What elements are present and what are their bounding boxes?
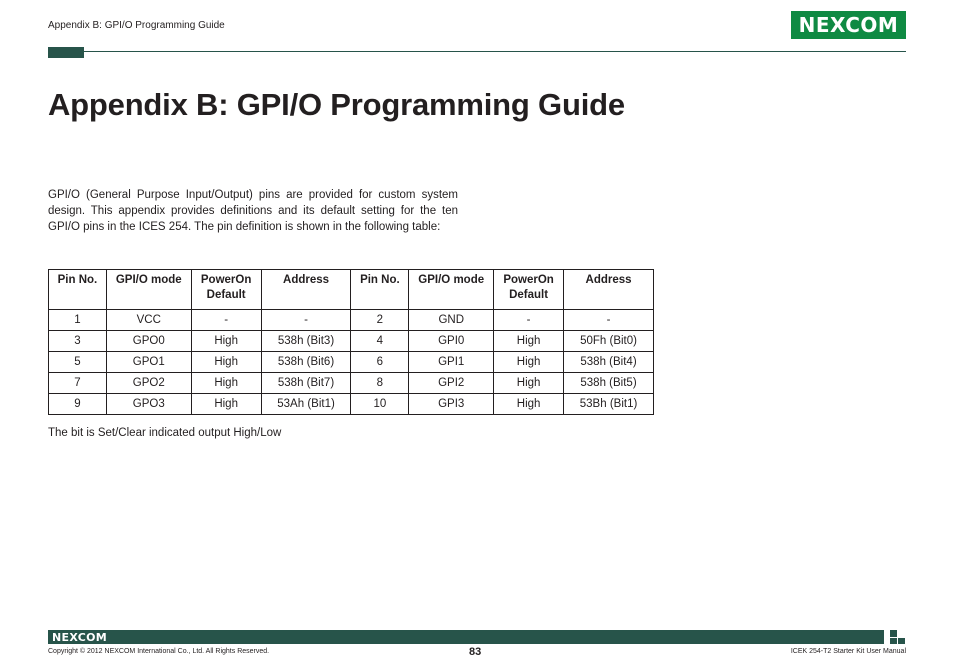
- table-cell: 8: [351, 373, 409, 394]
- table-cell: GPI0: [409, 331, 494, 352]
- table-cell: GPO3: [106, 394, 191, 415]
- table-cell: 4: [351, 331, 409, 352]
- table-row: [49, 331, 654, 352]
- table-header-line: PowerOn: [200, 274, 252, 286]
- table-header-row: [49, 270, 654, 310]
- table-cell: 53Ah (Bit1): [261, 394, 351, 415]
- table-cell: GND: [409, 310, 494, 331]
- table-column-header: [351, 270, 409, 310]
- table-column-header: [49, 270, 107, 310]
- header-divider: [84, 51, 906, 52]
- nexcom-logo-text: NEXCOM: [798, 13, 899, 37]
- table-cell: High: [494, 394, 564, 415]
- header-accent-bar: [48, 47, 84, 58]
- table-cell: 6: [351, 352, 409, 373]
- table-cell: 538h (Bit7): [261, 373, 351, 394]
- table-cell: -: [494, 310, 564, 331]
- table-cell: 1: [49, 310, 107, 331]
- table-row: [49, 394, 654, 415]
- table-header-line: Pin No.: [57, 274, 98, 286]
- table-header-line: GPI/O mode: [115, 274, 182, 286]
- table-cell: GPO1: [106, 352, 191, 373]
- table-header-line: GPI/O mode: [418, 274, 485, 286]
- table-cell: High: [494, 352, 564, 373]
- table-cell: GPI2: [409, 373, 494, 394]
- table-cell: 2: [351, 310, 409, 331]
- table-cell: GPO0: [106, 331, 191, 352]
- footer-page-number: 83: [469, 646, 482, 658]
- footer-copyright: Copyright © 2012 NEXCOM International Co., Ltd. All Rights Reserved.: [48, 648, 270, 655]
- table-cell: 5: [49, 352, 107, 373]
- table-cell: High: [494, 373, 564, 394]
- table-cell: 50Fh (Bit0): [564, 331, 654, 352]
- footer-square-decoration: [890, 630, 897, 637]
- table-cell: 10: [351, 394, 409, 415]
- table-row: [49, 352, 654, 373]
- table-column-header: [106, 270, 191, 310]
- table-column-header: [191, 270, 261, 310]
- table-cell: VCC: [106, 310, 191, 331]
- footer-square-decoration: [890, 638, 897, 644]
- table-cell: 7: [49, 373, 107, 394]
- table-cell: 538h (Bit5): [564, 373, 654, 394]
- footer-bar: [48, 630, 884, 644]
- table-cell: -: [191, 310, 261, 331]
- nexcom-logo: [791, 11, 906, 39]
- table-note: The bit is Set/Clear indicated output High/Low: [48, 427, 282, 439]
- table-cell: High: [191, 331, 261, 352]
- table-header-line: Pin No.: [360, 274, 400, 286]
- table-cell: 3: [49, 331, 107, 352]
- table-cell: 538h (Bit3): [261, 331, 351, 352]
- table-cell: High: [191, 373, 261, 394]
- footer-manual-title: ICEK 254-T2 Starter Kit User Manual: [790, 648, 906, 655]
- table-header-line: PowerOn: [503, 274, 554, 286]
- footer-logo-text: NEXCOM: [52, 630, 107, 644]
- table-header-line: Default: [509, 289, 549, 301]
- table-cell: GPO2: [106, 373, 191, 394]
- table-cell: 538h (Bit4): [564, 352, 654, 373]
- table-column-header: [494, 270, 564, 310]
- table-cell: GPI1: [409, 352, 494, 373]
- table-row: [49, 373, 654, 394]
- table-row: [49, 310, 654, 331]
- table-cell: -: [564, 310, 654, 331]
- page-title: Appendix B: GPI/O Programming Guide: [48, 87, 625, 122]
- table-header-line: Address: [283, 274, 330, 286]
- intro-paragraph: GPI/O (General Purpose Input/Output) pins are provided for custom system design. This appendix provides definitions and its default setting for the ten GPI/O pins in the ICES 254. The pin definition is shown in the following table:: [48, 189, 458, 233]
- table-column-header: [409, 270, 494, 310]
- table-cell: GPI3: [409, 394, 494, 415]
- table-header-line: Default: [206, 289, 246, 301]
- header-section-title: Appendix B: GPI/O Programming Guide: [48, 20, 225, 31]
- table-cell: -: [261, 310, 351, 331]
- table-cell: 538h (Bit6): [261, 352, 351, 373]
- table-cell: High: [191, 352, 261, 373]
- table-cell: High: [494, 331, 564, 352]
- table-cell: High: [191, 394, 261, 415]
- table-column-header: [261, 270, 351, 310]
- table-cell: 9: [49, 394, 107, 415]
- table-header-line: Address: [585, 274, 632, 286]
- table-cell: 53Bh (Bit1): [564, 394, 654, 415]
- footer-square-decoration: [898, 638, 905, 644]
- gpio-pin-table: [48, 269, 654, 415]
- table-column-header: [564, 270, 654, 310]
